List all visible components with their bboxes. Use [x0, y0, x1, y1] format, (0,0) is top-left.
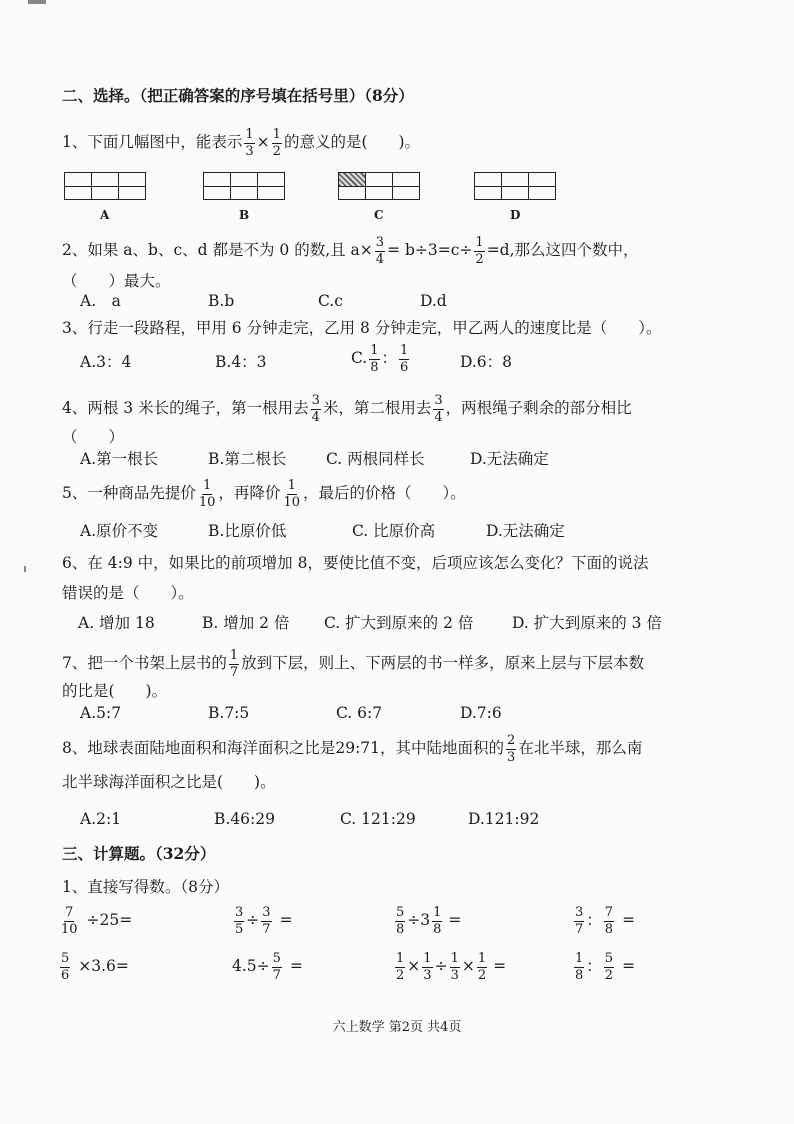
calc-1-4: $\frac{3}{7}$ ： $\frac{7}{8}$ =: [575, 905, 636, 937]
q5-option-a: A.原价不变: [80, 522, 159, 540]
q4-option-a: A.第一根长: [80, 450, 159, 468]
q7-fraction-1: $\frac{1}{7}$: [229, 648, 239, 680]
figure-label-c: C: [374, 208, 384, 222]
section-title-calc: 三、计算题。（32分）: [62, 844, 216, 863]
question-6: 6、在 4:9 中，如果比的前项增加 8，要使比值不变，后项应该怎么变化？下面的说法: [62, 554, 649, 572]
q2-option-a: A. a: [80, 292, 121, 310]
q4-option-c: C. 两根同样长: [326, 450, 425, 468]
q1-text-a: 1、下面几幅图中，能表示: [62, 133, 243, 152]
q2-text-b: = b÷3=c÷: [387, 241, 473, 260]
q7-option-a: A.5:7: [80, 704, 122, 722]
q6-option-c: C. 扩大到原来的 2 倍: [324, 614, 474, 632]
q8-option-c: C. 121:29: [340, 810, 416, 828]
calc-1-3: $\frac{5}{8}$ ÷3 $\frac{1}{8}$ =: [396, 905, 462, 937]
q8-line-2: 北半球海洋面积之比是( )。: [62, 773, 276, 791]
q1-fraction-1: $\frac{1}{3}$: [245, 127, 254, 159]
q3-option-a: A.3：4: [80, 353, 132, 371]
q2-line-2: （ ）最大。: [62, 272, 171, 290]
figure-a: [64, 172, 146, 200]
figure-b: [203, 172, 285, 200]
q7-option-c: C. 6:7: [336, 704, 383, 722]
question-5: [62, 479, 466, 509]
q6-option-a: A. 增加 18: [78, 614, 155, 632]
q5-option-b: B.比原价低: [208, 522, 287, 540]
q2-fraction-2: $\frac{1}{2}$: [475, 235, 484, 267]
q8-fraction-1: $\frac{2}{3}$: [507, 733, 516, 765]
q4-text-c: ，两根绳子剩余的部分相比: [445, 399, 632, 418]
page-footer: 六上数学 第2页 共4页: [332, 1020, 462, 1035]
q2-text-a: 2、如果 a、b、c、d 都是不为 0 的数,且 a×: [62, 241, 373, 260]
q2-option-c: C.c: [318, 292, 343, 310]
q1-times: ×: [256, 133, 270, 152]
q1-fraction-2: $\frac{1}{2}$: [272, 127, 281, 159]
q5-fraction-2: $\frac{1}{10}$: [283, 478, 300, 510]
q2-option-d: D.d: [420, 292, 447, 310]
question-4: [62, 394, 632, 424]
q7-text-a: 7、把一个书架上层书的: [62, 654, 227, 673]
calc-1-1: $\frac{7}{10}$ ÷25=: [61, 905, 133, 937]
q4-fraction-1: $\frac{3}{4}$: [311, 393, 320, 425]
q5-option-d: D.无法确定: [486, 522, 565, 540]
q4-fraction-2: $\frac{3}{4}$: [434, 393, 443, 425]
figure-label-a: A: [100, 208, 110, 222]
q6-option-d: D. 扩大到原来的 3 倍: [512, 614, 662, 632]
q4-option-b: B.第二根长: [208, 450, 287, 468]
figure-d: [474, 172, 556, 200]
figure-label-b: B: [239, 208, 250, 222]
calc-2-3: $\frac{1}{2}$ × $\frac{1}{3}$ ÷ $\frac{1}{3}$ × $\frac{1}{2}$ =: [396, 951, 507, 983]
question-8: [62, 734, 642, 764]
scan-mark: [24, 566, 26, 572]
question-1: [62, 128, 420, 158]
q5-text-a: 5、一种商品先提价: [62, 484, 196, 503]
q8-option-a: A.2:1: [80, 810, 122, 828]
q6-line-2: 错误的是（ ）。: [62, 584, 194, 602]
question-7: [62, 649, 644, 679]
calc-2-4: $\frac{1}{8}$ ： $\frac{5}{2}$ =: [575, 951, 636, 983]
q5-text-b: ，再降价: [218, 484, 281, 503]
section-title-choice: 二、选择。（把正确答案的序号填在括号里）（8分）: [62, 86, 414, 105]
q4-line-2: （ ）: [62, 428, 125, 446]
q4-option-d: D.无法确定: [470, 450, 549, 468]
q7-option-d: D.7:6: [460, 704, 502, 722]
q7-line-2: 的比是( )。: [62, 682, 168, 700]
figure-label-d: D: [510, 208, 521, 222]
q4-text-a: 4、两根 3 米长的绳子，第一根用去: [62, 399, 309, 418]
calc-subtitle-1: 1、直接写得数。（8分）: [62, 878, 229, 896]
q5-fraction-1: $\frac{1}{10}$: [198, 478, 216, 510]
question-3: 3、行走一段路程，甲用 6 分钟走完，乙用 8 分钟走完，甲乙两人的速度比是（ ）。: [62, 319, 662, 337]
calc-1-2: $\frac{3}{5}$ ÷ $\frac{3}{7}$ =: [235, 905, 293, 937]
q2-fraction-1: $\frac{3}{4}$: [375, 235, 385, 267]
q3-option-b: B.4：3: [215, 353, 267, 371]
q5-option-c: C. 比原价高: [352, 522, 436, 540]
question-2: [62, 236, 639, 266]
q3-option-c: C. $\frac{1}{8}$ ： $\frac{1}{6}$: [351, 343, 409, 375]
q2-option-b: B.b: [208, 292, 235, 310]
q7-option-b: B.7:5: [208, 704, 250, 722]
q8-text-a: 8、地球表面陆地面积和海洋面积之比是29:71，其中陆地面积的: [62, 739, 505, 758]
q5-text-c: ，最后的价格（ ）。: [302, 484, 466, 503]
figure-c: [338, 172, 420, 200]
calc-2-2: 4.5÷ $\frac{5}{7}$ =: [232, 951, 303, 983]
q8-option-d: D.121:92: [468, 810, 540, 828]
calc-2-1: $\frac{5}{6}$ ×3.6=: [61, 951, 129, 983]
q8-option-b: B.46:29: [214, 810, 275, 828]
q7-text-b: 放到下层，则上、下两层的书一样多，原来上层与下层本数: [241, 654, 645, 673]
q3-option-d: D.6：8: [460, 353, 513, 371]
q1-text-b: 的意义的是( )。: [283, 133, 421, 152]
q2-text-c: =d,那么这四个数中，: [486, 241, 639, 260]
q8-text-b: 在北半球，那么南: [518, 739, 643, 758]
scan-mark: [28, 0, 46, 4]
q4-text-b: 米，第二根用去: [322, 399, 432, 418]
q6-option-b: B. 增加 2 倍: [202, 614, 290, 632]
